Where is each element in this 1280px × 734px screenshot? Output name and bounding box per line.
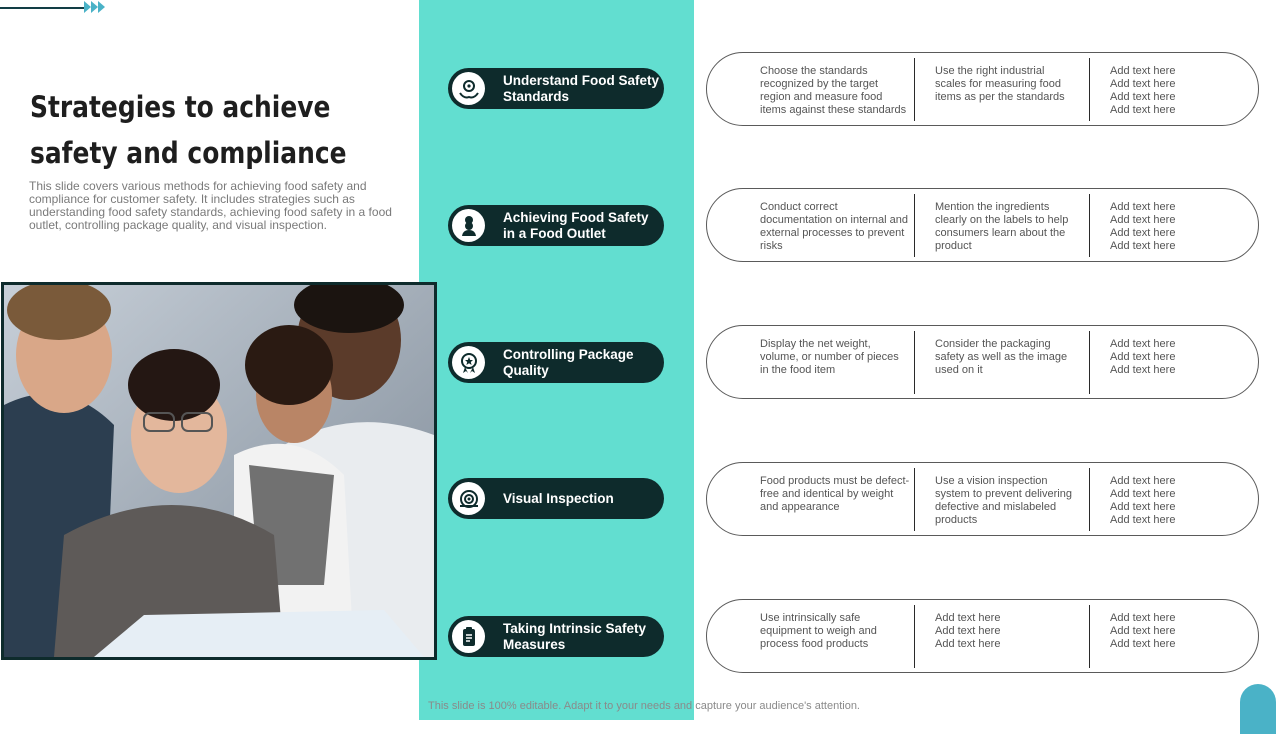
slide-description: This slide covers various methods for achieving food safety and compliance for customer safety. It includes strategies such as understanding food safety standards, achieving food safety in a food outlet, controlling package quality, and visual inspection. bbox=[29, 179, 392, 232]
strategy-label: Taking Intrinsic Safety Measures bbox=[503, 620, 647, 652]
strategy-card bbox=[706, 325, 1259, 399]
card-text-col-1: Food products must be defect-free and identical by weight and appearance bbox=[760, 475, 910, 513]
strategy-pill-intrinsic-safety bbox=[448, 616, 664, 657]
card-text-col-1: Display the net weight, volume, or number of pieces in the food item bbox=[760, 338, 899, 376]
footer-note: This slide is 100% editable. Adapt it to your needs and capture your audience's attention. bbox=[428, 700, 860, 712]
strategy-label: Controlling Package Quality bbox=[503, 346, 634, 378]
strategy-card bbox=[706, 52, 1259, 126]
strategy-pill-food-outlet bbox=[448, 205, 664, 246]
card-divider bbox=[1089, 194, 1090, 257]
chevron-right-icon bbox=[98, 1, 105, 13]
chevron-right-icon bbox=[91, 1, 98, 13]
strategy-label: Achieving Food Safety in a Food Outlet bbox=[503, 209, 649, 241]
food-standards-icon bbox=[452, 72, 485, 105]
card-text-col-3: Add text here Add text here Add text here Add text here bbox=[1110, 65, 1176, 116]
card-text-col-3: Add text here Add text here Add text here bbox=[1110, 612, 1176, 650]
corner-accent-tab bbox=[1240, 684, 1276, 734]
strategy-pill-food-standards bbox=[448, 68, 664, 109]
card-text-col-2: Mention the ingredients clearly on the labels to help consumers learn about the product bbox=[935, 201, 1069, 252]
team-photo-illustration bbox=[4, 285, 434, 657]
slide-title: Strategies to achieve safety and compliance bbox=[30, 90, 347, 170]
card-divider bbox=[1089, 58, 1090, 121]
inspection-icon bbox=[452, 482, 485, 515]
top-accent-line bbox=[0, 7, 86, 9]
card-divider bbox=[914, 58, 915, 121]
card-text-col-1: Choose the standards recognized by the target region and measure food items against these standards bbox=[760, 65, 907, 116]
strategy-card bbox=[706, 188, 1259, 262]
team-photo bbox=[1, 282, 437, 660]
card-text-col-3: Add text here Add text here Add text here Add text here bbox=[1110, 201, 1176, 252]
card-divider bbox=[914, 331, 915, 394]
strategy-pill-visual-inspection bbox=[448, 478, 664, 519]
card-text-col-2: Use a vision inspection system to prevent delivering defective and mislabeled products bbox=[935, 475, 1072, 526]
quality-badge-icon bbox=[452, 346, 485, 379]
chef-icon bbox=[452, 209, 485, 242]
card-text-col-1: Use intrinsically safe equipment to weigh and process food products bbox=[760, 612, 877, 650]
card-divider bbox=[1089, 331, 1090, 394]
card-text-col-1: Conduct correct documentation on internal and external processes to prevent risks bbox=[760, 201, 908, 252]
strategy-pill-package-quality bbox=[448, 342, 664, 383]
chevron-right-icon bbox=[84, 1, 91, 13]
card-divider bbox=[1089, 468, 1090, 531]
card-divider bbox=[914, 468, 915, 531]
card-text-col-2: Use the right industrial scales for measuring food items as per the standards bbox=[935, 65, 1065, 103]
strategy-label: Understand Food Safety Standards bbox=[503, 72, 660, 104]
strategy-label: Visual Inspection bbox=[503, 490, 614, 506]
card-divider bbox=[914, 194, 915, 257]
card-divider bbox=[914, 605, 915, 668]
card-divider bbox=[1089, 605, 1090, 668]
strategy-card bbox=[706, 462, 1259, 536]
card-text-col-3: Add text here Add text here Add text here Add text here bbox=[1110, 475, 1176, 526]
card-text-col-3: Add text here Add text here Add text here bbox=[1110, 338, 1176, 376]
card-text-col-2: Add text here Add text here Add text here bbox=[935, 612, 1001, 650]
strategy-card bbox=[706, 599, 1259, 673]
card-text-col-2: Consider the packaging safety as well as the image used on it bbox=[935, 338, 1068, 376]
safety-clipboard-icon bbox=[452, 620, 485, 653]
